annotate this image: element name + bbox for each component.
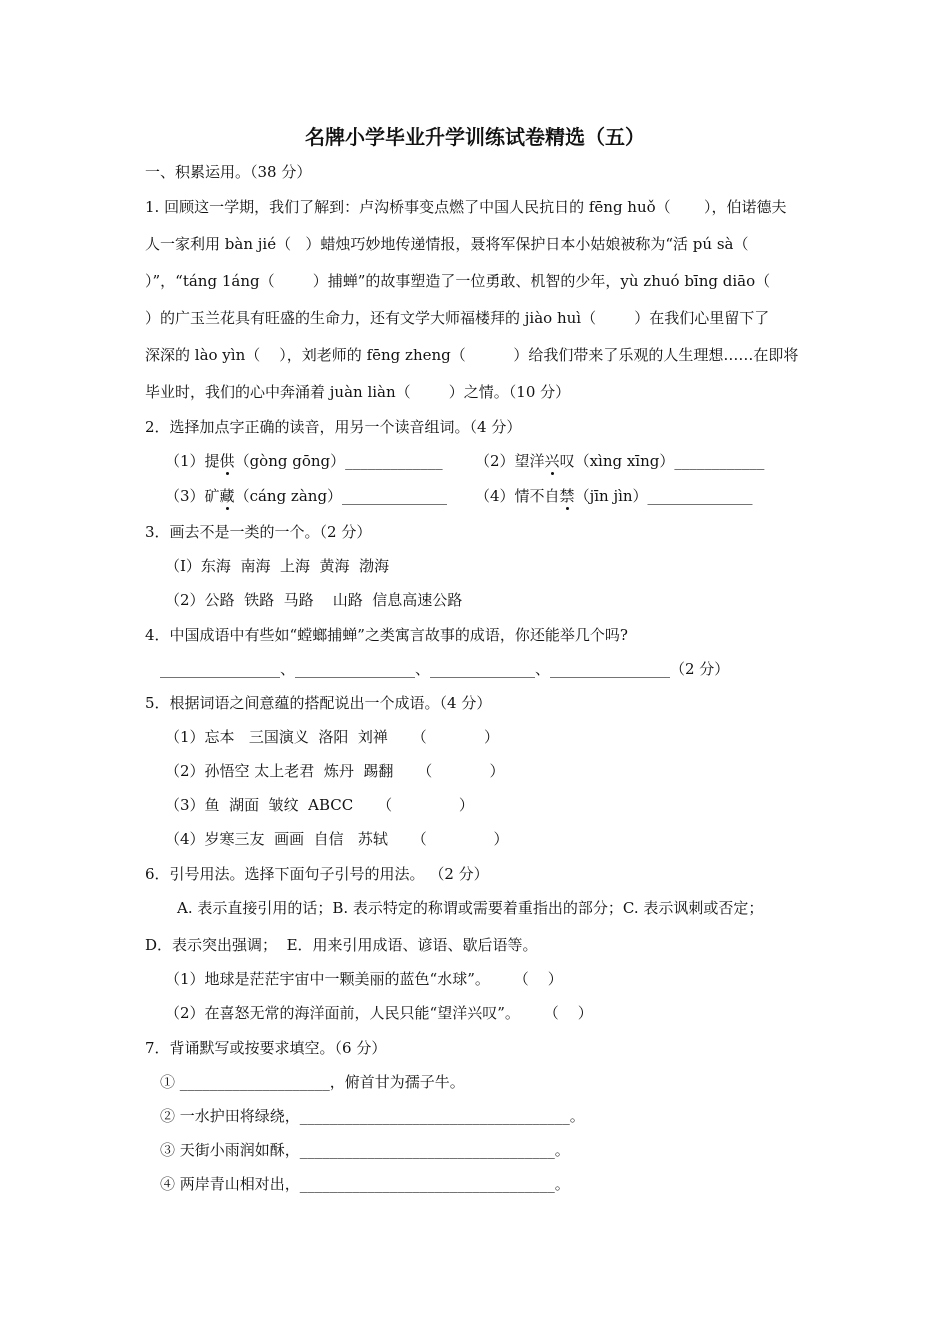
q7-item: ① ____________________，俯首甘为孺子牛。 bbox=[160, 1073, 465, 1091]
q5-item: （2）孙悟空 太上老君 炼丹 踢翻 （ ） bbox=[165, 762, 505, 780]
q2-item-4: （4）情不自禁（jīn jìn）______________ bbox=[475, 487, 753, 505]
q1-line: ）的广玉兰花具有旺盛的生命力，还有文学大师福楼拜的 jiào huì（ ）在我们心里留下了 bbox=[145, 309, 770, 327]
q3-item: （I）东海 南海 上海 黄海 渤海 bbox=[165, 557, 390, 575]
q1-line: ）”，“táng 1áng（ ）捕蝉”的故事塑造了一位勇敢、机智的少年，yù zhuó bīng diāo（ bbox=[145, 272, 771, 290]
q7-item: ③ 天街小雨润如酥，__________________________________。 bbox=[160, 1141, 570, 1159]
emphasis-dot-char: 兴 bbox=[544, 452, 560, 470]
q2-item-2: （2）望洋兴叹（xìng xīng）____________ bbox=[475, 452, 765, 470]
q5-item: （3）鱼 湖面 皱纹 ABCC （ ） bbox=[165, 796, 474, 814]
q3-stem: 3．画去不是一类的一个。（2 分） bbox=[145, 523, 372, 541]
q1-line: 人一家利用 bàn jié（ ）蜡烛巧妙地传递情报，聂将军保护日本小姑娘被称为“活 pú sà（ bbox=[145, 235, 749, 253]
q7-item: ④ 两岸青山相对出，__________________________________。 bbox=[160, 1175, 570, 1193]
q1-line: 1. 回顾这一学期，我们了解到：卢沟桥事变点燃了中国人民抗日的 fēng huǒ（ ），伯诺德夫 bbox=[145, 198, 787, 216]
q2-stem: 2．选择加点字正确的读音，用另一个读音组词。（4 分） bbox=[145, 418, 522, 436]
q5-stem: 5．根据词语之间意蕴的搭配说出一个成语。（4 分） bbox=[145, 694, 492, 712]
emphasis-dot-char: 禁 bbox=[559, 487, 575, 505]
q7-stem: 7．背诵默写或按要求填空。（6 分） bbox=[145, 1039, 387, 1057]
q6-stem: 6．引号用法。选择下面句子引号的用法。 （2 分） bbox=[145, 865, 489, 883]
q1-line: 深深的 lào yìn（ ），刘老师的 fēng zheng（ ）给我们带来了乐观的人生理想……在即将 bbox=[145, 346, 799, 364]
page-title: 名牌小学毕业升学训练试卷精选（五） bbox=[305, 125, 645, 149]
section-heading: 一、积累运用。（38 分） bbox=[145, 163, 312, 181]
q6-options: A. 表示直接引用的话；B. 表示特定的称谓或需要着重指出的部分；C. 表示讽刺或否定； bbox=[177, 899, 764, 917]
q7-item: ② 一水护田将绿绕，____________________________________。 bbox=[160, 1107, 585, 1125]
q2-item-1: （1）提供（gòng gōng）_____________ bbox=[165, 452, 443, 470]
q6-options: D．表示突出强调； E．用来引用成语、谚语、歇后语等。 bbox=[145, 936, 538, 954]
q6-item: （2）在喜怒无常的海洋面前，人民只能“望洋兴叹”。 （ ） bbox=[165, 1004, 593, 1022]
q1-line: 毕业时，我们的心中奔涌着 juàn liàn（ ）之情。（10 分） bbox=[145, 383, 571, 401]
q2-item-3: （3）矿藏（cáng zàng）______________ bbox=[165, 487, 448, 505]
q6-item: （1）地球是茫茫宇宙中一颗美丽的蓝色“水球”。 （ ） bbox=[165, 970, 563, 988]
q3-item: （2）公路 铁路 马路 山路 信息高速公路 bbox=[165, 591, 463, 609]
emphasis-dot-char: 供 bbox=[219, 452, 235, 470]
q4-stem: 4．中国成语中有些如“螳螂捕蝉”之类寓言故事的成语，你还能举几个吗? bbox=[145, 626, 628, 644]
q5-item: （4）岁寒三友 画画 自信 苏轼 （ ） bbox=[165, 830, 509, 848]
q4-blanks: ________________、________________、______________、________________（2 分） bbox=[160, 660, 730, 678]
emphasis-dot-char: 藏 bbox=[219, 487, 235, 505]
q5-item: （1）忘本 三国演义 洛阳 刘禅 （ ） bbox=[165, 728, 499, 746]
